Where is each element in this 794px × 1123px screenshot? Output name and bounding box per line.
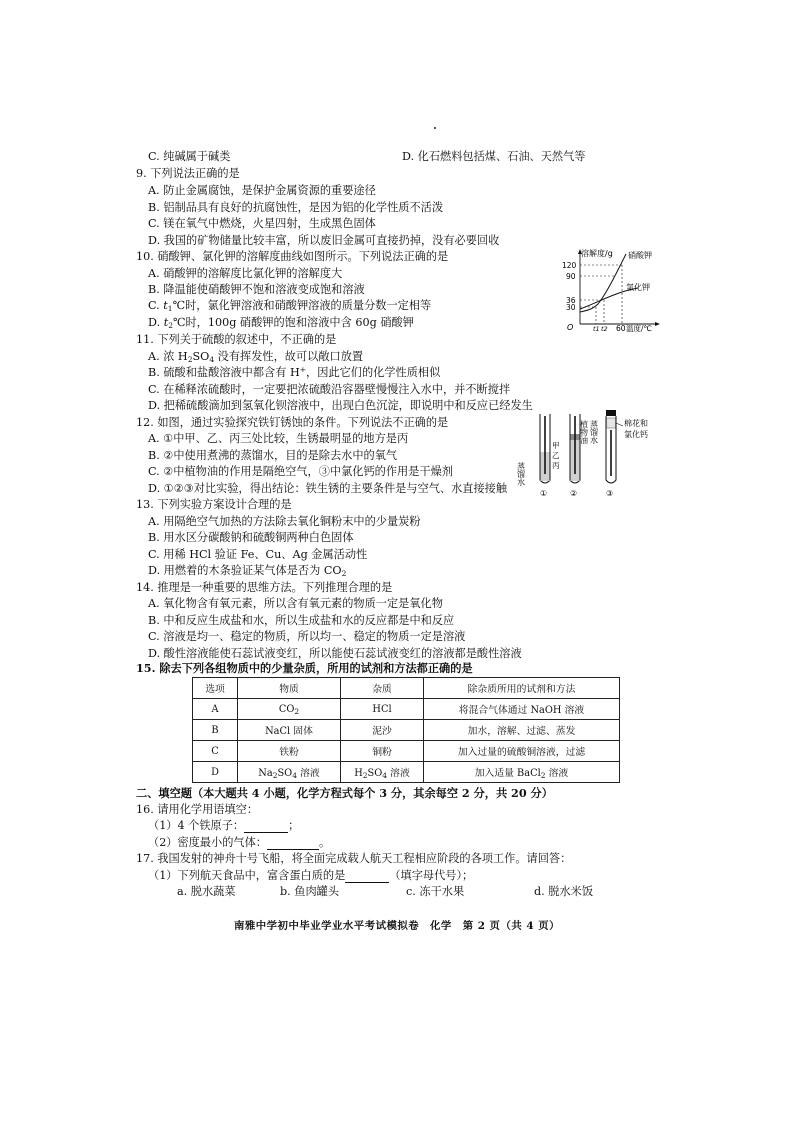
q14-option-c: C. 溶液是均一、稳定的物质，所以均一、稳定的物质一定是溶液 <box>148 630 466 643</box>
cell-impurity: HCl <box>341 699 424 720</box>
kno3-label: 硝酸钾 <box>628 251 652 260</box>
graph-x-60: 60 <box>616 324 626 333</box>
label-bing: 丙 <box>552 461 560 470</box>
q12-option-d: D. ①②③对比实验，得出结论：铁生锈的主要条件是与空气、水直接接触 <box>148 482 508 495</box>
label-cacl2: 氯化钙 <box>624 430 648 439</box>
table-row <box>193 762 620 783</box>
cell-option: D <box>193 762 238 783</box>
cell-option: A <box>193 699 238 720</box>
kcl-label: 氯化钾 <box>626 283 650 292</box>
q10-option-a: A. 硝酸钾的溶解度比氯化钾的溶解度大 <box>148 267 343 280</box>
scan-dot <box>434 127 436 129</box>
q17-option-b: b. 鱼肉罐头 <box>280 885 340 898</box>
table-header-row <box>193 678 620 699</box>
q15-stem: 15. 除去下列各组物质中的少量杂质，所用的试剂和方法都正确的是 <box>136 661 473 675</box>
col-method: 除杂质所用的试剂和方法 <box>424 678 620 699</box>
col-impurity: 杂质 <box>341 678 424 699</box>
graph-tick-90: 90 <box>566 272 576 281</box>
q16-part-2: （2）密度最小的气体： 。 <box>148 836 331 849</box>
q14-option-a: A. 氧化物含有氧元素，所以含有氧元素的物质一定是氧化物 <box>148 597 443 610</box>
table-row <box>193 741 620 762</box>
q15-table <box>192 677 620 783</box>
cell-impurity: $H_2SO_4$ 溶液 <box>341 762 424 783</box>
q14-stem: 14. 推理是一种重要的思维方法。下列推理合理的是 <box>136 581 393 594</box>
q9-stem: 9. 下列说法正确的是 <box>136 167 240 180</box>
table-row <box>193 720 620 741</box>
q16-part-1: （1）4 个铁原子： ； <box>148 819 300 832</box>
section-2-heading: 二、填空题（本大题共 4 小题，化学方程式每个 3 分，其余每空 2 分，共 20 分） <box>136 786 553 800</box>
q12-stem: 12. 如图，通过实验探究铁钉锈蚀的条件。下列说法不正确的是 <box>136 416 449 429</box>
q11-option-d: D. 把稀硫酸滴加到氢氧化钡溶液中，出现白色沉淀，即说明中和反应已经发生 <box>148 399 533 412</box>
q12-option-a: A. ①中甲、乙、丙三处比较，生锈最明显的地方是丙 <box>148 432 409 445</box>
q13-option-a: A. 用隔绝空气加热的方法除去氧化铜粉末中的少量炭粉 <box>148 515 421 528</box>
q11-option-c: C. 在稀释浓硫酸时，一定要把浓硫酸沿容器壁慢慢注入水中，并不断搅拌 <box>148 383 511 396</box>
cell-substance: NaCl 固体 <box>238 720 341 741</box>
q17-option-d: d. 脱水米饭 <box>534 885 594 898</box>
col-substance: 物质 <box>238 678 341 699</box>
graph-origin: O <box>567 323 574 332</box>
label-tube-1: ① <box>540 489 548 498</box>
iron-rust-figure <box>518 410 660 498</box>
q17-part-1: （1）下列航天食品中，富含蛋白质的是 （填字母代号）； <box>148 869 474 882</box>
cell-option: C <box>193 741 238 762</box>
solubility-graph <box>560 246 660 332</box>
graph-tick-120: 120 <box>562 261 577 270</box>
q12-option-b: B. ②中使用煮沸的蒸馏水，目的是除去水中的氧气 <box>148 449 398 462</box>
q16-blank-2[interactable] <box>267 838 319 850</box>
q10-option-d: D. $t_2℃$时，100g 硝酸钾的饱和溶液中含 60g 硝酸钾 <box>148 316 414 330</box>
label-tube-3: ③ <box>606 489 614 498</box>
label-cotton: 棉花和 <box>624 419 648 428</box>
label-distilled-water-1: 蒸馏水 <box>516 462 526 486</box>
graph-y-label: 溶解度/g <box>581 249 613 258</box>
q16-stem: 16. 请用化学用语填空： <box>136 803 259 816</box>
q11-option-b: B. 硫酸和盐酸溶液中都含有 H+，因此它们的化学性质相似 <box>148 365 441 379</box>
cell-substance: $Na_2SO_4$ 溶液 <box>238 762 341 783</box>
q14-option-b: B. 中和反应生成盐和水，所以生成盐和水的反应都是中和反应 <box>148 614 455 627</box>
q13-option-c: C. 用稀 HCl 验证 Fe、Cu、Ag 金属活动性 <box>148 548 368 561</box>
q9-option-a: A. 防止金属腐蚀，是保护金属资源的重要途径 <box>148 184 376 197</box>
label-jia: 甲 <box>552 441 560 450</box>
q14-option-d: D. 酸性溶液能使石蕊试液变红，所以能使石蕊试液变红的溶液都是酸性溶液 <box>148 647 522 660</box>
graph-x-label: 温度/℃ <box>626 324 652 333</box>
label-plant-oil: 植物油 <box>579 420 589 444</box>
q9-option-c: C. 镁在氧气中燃烧，火星四射，生成黑色固体 <box>148 217 376 230</box>
kno3-curve <box>580 254 626 312</box>
q12-option-c: C. ②中植物油的作用是隔绝空气，③中氯化钙的作用是干燥剂 <box>148 465 453 478</box>
cell-method: 将混合气体通过 NaOH 溶液 <box>424 699 620 720</box>
q16-blank-1[interactable] <box>244 821 288 833</box>
q17-option-a: a. 脱水蔬菜 <box>177 885 236 898</box>
q11-option-a: A. 浓 $H_2SO_4$ 没有挥发性，故可以敞口放置 <box>148 350 364 364</box>
label-yi: 乙 <box>552 451 560 460</box>
label-tube-2: ② <box>570 489 578 498</box>
q9-option-b: B. 铝制品具有良好的抗腐蚀性，是因为铝的化学性质不活泼 <box>148 201 444 214</box>
graph-x-t1: t1 <box>593 325 600 333</box>
table-row <box>193 699 620 720</box>
cell-method: 加水，溶解、过滤、蒸发 <box>424 720 620 741</box>
graph-tick-36: 36 <box>566 296 576 305</box>
q10-option-c: C. $t_1℃$时，氯化钾溶液和硝酸钾溶液的质量分数一定相等 <box>148 299 432 313</box>
q8-option-d: D. 化石燃料包括煤、石油、天然气等 <box>402 150 586 163</box>
q10-option-b: B. 降温能使硝酸钾不饱和溶液变成饱和溶液 <box>148 283 365 296</box>
q17-option-c: c. 冻干水果 <box>406 885 465 898</box>
cell-substance: 铁粉 <box>238 741 341 762</box>
cell-option: B <box>193 720 238 741</box>
cell-method: 加入适量 BaCl$_2$ 溶液 <box>424 762 620 783</box>
page-footer: 南雅中学初中毕业学业水平考试模拟卷 化学 第 2 页（共 4 页） <box>234 920 560 932</box>
q17-blank-1[interactable] <box>345 871 389 883</box>
col-option: 选项 <box>193 678 238 699</box>
cell-impurity: 铜粉 <box>341 741 424 762</box>
cell-impurity: 泥沙 <box>341 720 424 741</box>
q17-stem: 17. 我国发射的神舟十号飞船，将全面完成载人航天工程相应阶段的各项工作。请回答： <box>136 852 572 865</box>
q11-stem: 11. 下列关于硫酸的叙述中，不正确的是 <box>136 333 337 346</box>
graph-tick-30: 30 <box>566 303 576 312</box>
q8-option-c: C. 纯碱属于碱类 <box>148 150 231 163</box>
cell-substance: $CO_2$ <box>238 699 341 720</box>
graph-x-t2: t2 <box>601 325 608 333</box>
cell-method: 加入过量的硫酸铜溶液，过滤 <box>424 741 620 762</box>
q10-stem: 10. 硝酸钾、氯化钾的溶解度曲线如图所示。下列说法正确的是 <box>136 250 449 263</box>
q13-stem: 13. 下列实验方案设计合理的是 <box>136 498 292 511</box>
q13-option-b: B. 用水区分碳酸钠和硫酸铜两种白色固体 <box>148 531 354 544</box>
q13-option-d: D. 用燃着的木条验证某气体是否为 $CO_2$ <box>148 564 347 578</box>
q9-option-d: D. 我国的矿物储量比较丰富，所以废旧金属可直接扔掉，没有必要回收 <box>148 234 500 247</box>
label-distilled-water-2: 蒸馏水 <box>589 420 599 444</box>
